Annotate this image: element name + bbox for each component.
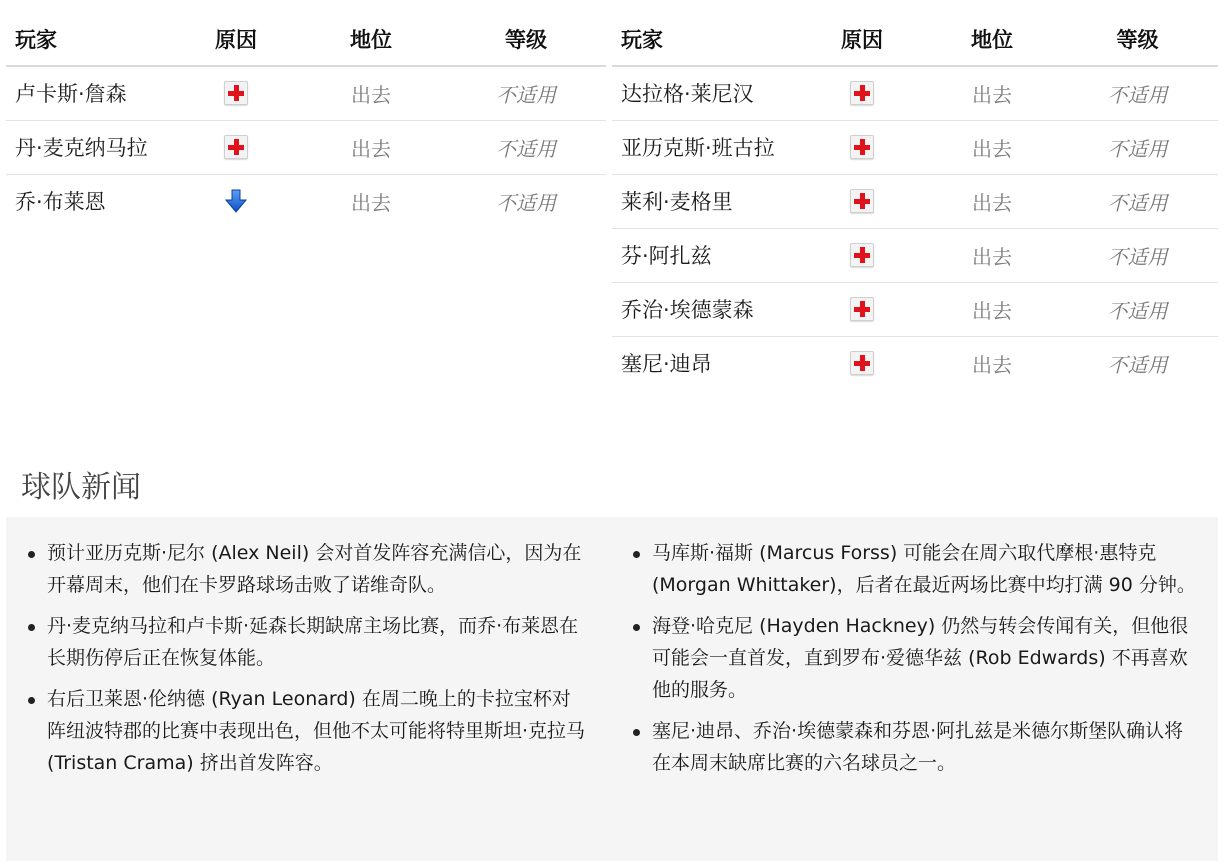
table-row — [612, 120, 1218, 174]
news-column-right — [631, 537, 1201, 788]
grade-text: 不适用 — [1057, 282, 1218, 336]
news-list — [631, 537, 1201, 779]
table-row — [6, 174, 606, 228]
medical-cross-icon — [850, 351, 874, 375]
status-text: 出去 — [351, 190, 391, 215]
news-item: 预计亚历克斯·尼尔 (Alex Neil) 会对首发阵容充满信心，因为在开幕周末，他们在卡罗路球场击败了诺维奇队。 — [26, 537, 586, 601]
status-text: 出去 — [927, 120, 1057, 174]
header-grade: 等级 — [1057, 12, 1218, 66]
news-item: 马库斯·福斯 (Marcus Forss) 可能会在周六取代摩根·惠特克 (Morgan Whittaker)，后者在最近两场比赛中均打满 90 分钟。 — [631, 537, 1201, 601]
medical-cross-icon — [850, 135, 874, 159]
table-header-row — [6, 12, 606, 66]
table-header-row — [612, 12, 1218, 66]
table-row — [612, 66, 1218, 120]
player-name: 塞尼·迪昂 — [621, 352, 712, 377]
team-news-heading: 球队新闻 — [21, 470, 141, 505]
injury-table-right — [612, 12, 1218, 390]
news-list — [26, 537, 586, 779]
header-grade: 等级 — [446, 12, 606, 66]
player-name: 达拉格·莱尼汉 — [612, 66, 797, 120]
news-item: 塞尼·迪昂、乔治·埃德蒙森和芬恩·阿扎兹是米德尔斯堡队确认将在本周末缺席比赛的六名球员之一。 — [631, 715, 1201, 779]
table-row — [612, 228, 1218, 282]
grade-text: 不适用 — [446, 66, 606, 120]
status-text: 出去 — [927, 282, 1057, 336]
grade-text: 不适用 — [446, 120, 606, 174]
player-name: 莱利·麦格里 — [612, 174, 797, 228]
header-status: 地位 — [927, 12, 1057, 66]
injury-table-left — [6, 12, 606, 228]
status-text: 出去 — [927, 174, 1057, 228]
news-item: 丹·麦克纳马拉和卢卡斯·延森长期缺席主场比赛，而乔·布莱恩在长期伤停后正在恢复体能。 — [26, 610, 586, 674]
status-text: 出去 — [927, 228, 1057, 282]
table-row — [6, 66, 606, 120]
table-row — [612, 336, 1218, 390]
news-item: 右后卫莱恩·伦纳德 (Ryan Leonard) 在周二晚上的卡拉宝杯对阵纽波特郡的比赛中表现出色，但他不太可能将特里斯坦·克拉马 (Tristan Crama) 挤出首发阵容。 — [26, 683, 586, 779]
player-name: 乔·布莱恩 — [15, 190, 106, 215]
table-row — [612, 282, 1218, 336]
header-player: 玩家 — [612, 12, 797, 66]
team-news-panel — [6, 517, 1218, 861]
grade-text: 不适用 — [1057, 120, 1218, 174]
status-text: 出去 — [296, 120, 446, 174]
medical-cross-icon — [224, 81, 248, 105]
medical-cross-icon — [850, 297, 874, 321]
news-column-left — [26, 537, 586, 788]
news-item: 海登·哈克尼 (Hayden Hackney) 仍然与转会传闻有关，但他很可能会一直首发，直到罗布·爱德华兹 (Rob Edwards) 不再喜欢他的服务。 — [631, 610, 1201, 706]
player-name: 芬·阿扎兹 — [612, 228, 797, 282]
table-row — [612, 174, 1218, 228]
medical-cross-icon — [850, 243, 874, 267]
player-name: 丹·麦克纳马拉 — [6, 120, 176, 174]
header-reason: 原因 — [176, 12, 296, 66]
status-text: 出去 — [296, 66, 446, 120]
injury-tables — [6, 12, 1218, 392]
player-name: 乔治·埃德蒙森 — [612, 282, 797, 336]
status-text: 出去 — [972, 352, 1012, 377]
grade-text: 不适用 — [1057, 228, 1218, 282]
grade-text: 不适用 — [1057, 66, 1218, 120]
header-status: 地位 — [296, 12, 446, 66]
player-name: 卢卡斯·詹森 — [6, 66, 176, 120]
medical-cross-icon — [224, 135, 248, 159]
header-player: 玩家 — [6, 12, 176, 66]
grade-text: 不适用 — [1057, 174, 1218, 228]
medical-cross-icon — [850, 189, 874, 213]
table-row — [6, 120, 606, 174]
medical-cross-icon — [850, 81, 874, 105]
player-name: 亚历克斯·班古拉 — [612, 120, 797, 174]
grade-text: 不适用 — [496, 190, 556, 215]
status-text: 出去 — [927, 66, 1057, 120]
grade-text: 不适用 — [1107, 352, 1168, 377]
blue-down-arrow-icon — [225, 189, 247, 213]
header-reason: 原因 — [797, 12, 927, 66]
